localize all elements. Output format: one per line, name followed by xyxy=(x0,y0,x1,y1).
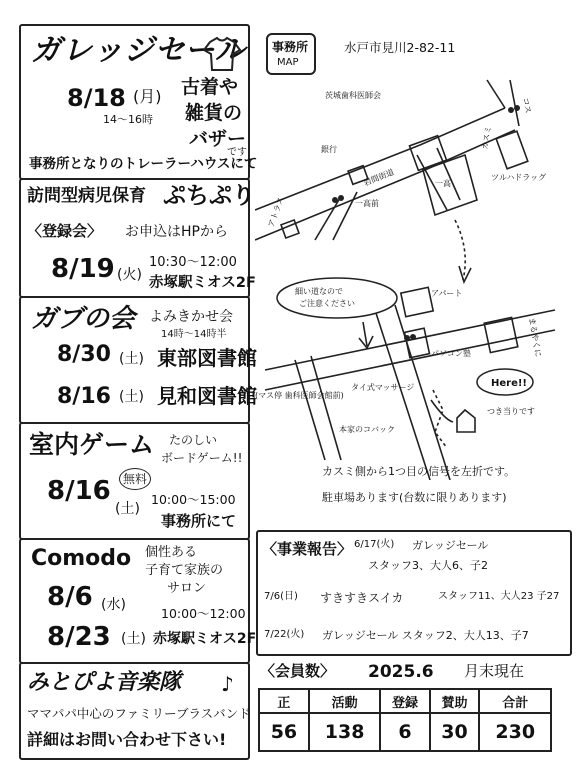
map-note-2: 駐車場あります(台数に限りあります) xyxy=(322,491,507,504)
map-label-ichikou: 一高前 xyxy=(355,199,379,208)
comodo-desc-3: サロン xyxy=(167,581,207,596)
map-label-field: まるやくに xyxy=(527,316,543,358)
band-section xyxy=(19,662,250,760)
comodo-desc-1: 個性ある xyxy=(145,545,198,560)
gabu-place-1: 東部図書館 xyxy=(157,346,257,370)
garage-item-1: 古着や xyxy=(181,76,239,98)
map-label-end: つき当りです xyxy=(487,407,535,416)
map-label-here: Here!! xyxy=(491,378,527,389)
members-value-regular: 56 xyxy=(259,713,309,751)
garage-time: 14～16時 xyxy=(103,113,153,126)
members-header-active: 活動 xyxy=(309,689,381,713)
nursing-place: 赤塚駅ミオス2F xyxy=(149,275,256,291)
comodo-date-1: 8/6 xyxy=(47,582,93,612)
members-table xyxy=(258,688,552,752)
comodo-time: 10:00～12:00 xyxy=(161,606,246,621)
nursing-name: ぷちぷり xyxy=(163,183,255,209)
map-label-iwami: 岩間街道 xyxy=(362,167,396,188)
comodo-title: Comodo xyxy=(31,546,132,571)
gabu-weekday-2: (土) xyxy=(119,389,144,405)
report-1-date: 6/17(火) xyxy=(354,539,395,550)
access-map xyxy=(255,57,575,480)
map-title-line-1: 事務所 xyxy=(272,40,309,54)
garage-item-3: バザー xyxy=(189,128,247,150)
members-year: 2025.6 xyxy=(368,662,434,682)
members-value-registered: 6 xyxy=(380,713,429,751)
map-label-apart: アパート xyxy=(431,289,463,298)
map-label-ikkou: 一高 xyxy=(435,179,451,188)
band-desc-2: 詳細はお問い合わせ下さい! xyxy=(27,730,227,749)
nursing-date: 8/19 xyxy=(51,254,115,284)
band-title: みとぴよ音楽隊 xyxy=(27,670,182,695)
map-note-1: カスミ側から1つ目の信号を左折です。 xyxy=(322,465,516,478)
members-suffix: 月末現在 xyxy=(464,662,525,680)
members-title: 〈会員数〉 xyxy=(260,662,336,680)
members-value-active: 138 xyxy=(309,713,381,751)
map-label-taishi: タイ式マッサージ xyxy=(351,383,415,392)
map-label-coffee: 本家のコバック xyxy=(339,425,395,434)
map-address: 水戸市見川2-82-11 xyxy=(344,40,456,55)
comodo-place: 赤塚駅ミオス2F xyxy=(153,631,257,647)
band-desc-1: ママパパ中心のファミリーブラスバンド xyxy=(27,706,251,721)
report-2-text-2: スタッフ11、大人23 子27 xyxy=(438,591,560,602)
map-label-pc: パソコン塾 xyxy=(431,349,471,358)
indoor-desc-2: ボードゲーム!! xyxy=(161,451,243,465)
garage-weekday: (月) xyxy=(133,87,162,106)
indoor-game-title: 室内ゲーム xyxy=(29,430,155,459)
map-label-kosu: コス xyxy=(521,96,533,115)
nursing-time: 10:30～12:00 xyxy=(149,255,237,270)
garage-item-2: 雑貨の xyxy=(185,102,243,124)
indoor-desc-1: たのしい xyxy=(169,433,218,447)
nursing-reg-text: お申込はHPから xyxy=(125,224,228,240)
gabu-weekday-1: (土) xyxy=(119,351,144,367)
map-label-mito: (マス停 歯科医師会館前) xyxy=(255,391,344,400)
nursing-section xyxy=(19,178,256,298)
members-value-total: 230 xyxy=(479,713,551,751)
report-2-date: 7/6(日) xyxy=(264,591,298,602)
gabu-time-note: 14時～14時半 xyxy=(161,329,227,340)
members-header-support: 賛助 xyxy=(430,689,480,713)
map-label-narrow: 細い道なので xyxy=(295,287,343,296)
map-label-dentist: 茨城歯科医師会 xyxy=(325,91,381,100)
report-3-text-1: ガレッジセール スタッフ2、大人13、子7 xyxy=(322,629,529,642)
nursing-org: 訪問型病児保育 xyxy=(27,186,146,206)
garage-place: 事務所となりのトレーラーハウスにて xyxy=(29,156,258,172)
garage-sale-title: ガレッジセール xyxy=(31,33,246,68)
indoor-weekday: (土) xyxy=(115,501,140,517)
comodo-date-2: 8/23 xyxy=(47,622,111,652)
gabu-date-1: 8/30 xyxy=(57,342,111,367)
map-label-bank: 銀行 xyxy=(321,145,337,154)
comodo-weekday-2: (土) xyxy=(121,631,146,647)
map-label-kasumi: カスミ xyxy=(480,125,494,151)
garage-desu: です xyxy=(227,147,247,158)
music-note-icon: ♪ xyxy=(221,672,234,696)
members-header-regular: 正 xyxy=(259,689,309,713)
tshirt-icon xyxy=(202,34,242,74)
report-2-text-1: すきすきスイカ xyxy=(320,591,404,605)
report-section xyxy=(256,530,572,656)
garage-sale-section xyxy=(19,24,258,180)
gabu-subtitle: よみきかせ会 xyxy=(149,309,233,325)
gabu-section xyxy=(19,296,257,424)
indoor-date: 8/16 xyxy=(47,476,111,506)
free-badge: 無料 xyxy=(119,468,151,490)
members-header-total: 合計 xyxy=(479,689,551,713)
comodo-weekday-1: (水) xyxy=(101,597,126,613)
members-header-registered: 登録 xyxy=(380,689,429,713)
nursing-weekday: (火) xyxy=(117,267,142,283)
indoor-time: 10:00～15:00 xyxy=(151,492,236,507)
map-label-atoras: アトラス xyxy=(266,195,286,229)
report-3-date: 7/22(火) xyxy=(264,629,305,640)
gabu-title: ガブの会 xyxy=(31,304,136,334)
garage-date: 8/18 xyxy=(67,84,126,112)
map-label-tsuruha: ツルハドラッグ xyxy=(491,173,547,182)
report-title: 〈事業報告〉 xyxy=(262,540,353,558)
map-label-careful: ご注意ください xyxy=(299,299,355,308)
nursing-reg-label: 〈登録会〉 xyxy=(27,222,103,240)
members-value-support: 30 xyxy=(430,713,480,751)
comodo-section xyxy=(19,538,257,664)
gabu-date-2: 8/16 xyxy=(57,384,111,409)
gabu-place-2: 見和図書館 xyxy=(157,384,257,408)
report-1-text-2: スタッフ3、大人6、子2 xyxy=(368,559,488,572)
indoor-place: 事務所にて xyxy=(161,512,237,530)
indoor-game-section xyxy=(19,422,250,540)
report-1-text-1: ガレッジセール xyxy=(412,539,489,552)
comodo-desc-2: 子育て家族の xyxy=(145,563,224,578)
map-title-line-2: MAP xyxy=(277,57,299,68)
